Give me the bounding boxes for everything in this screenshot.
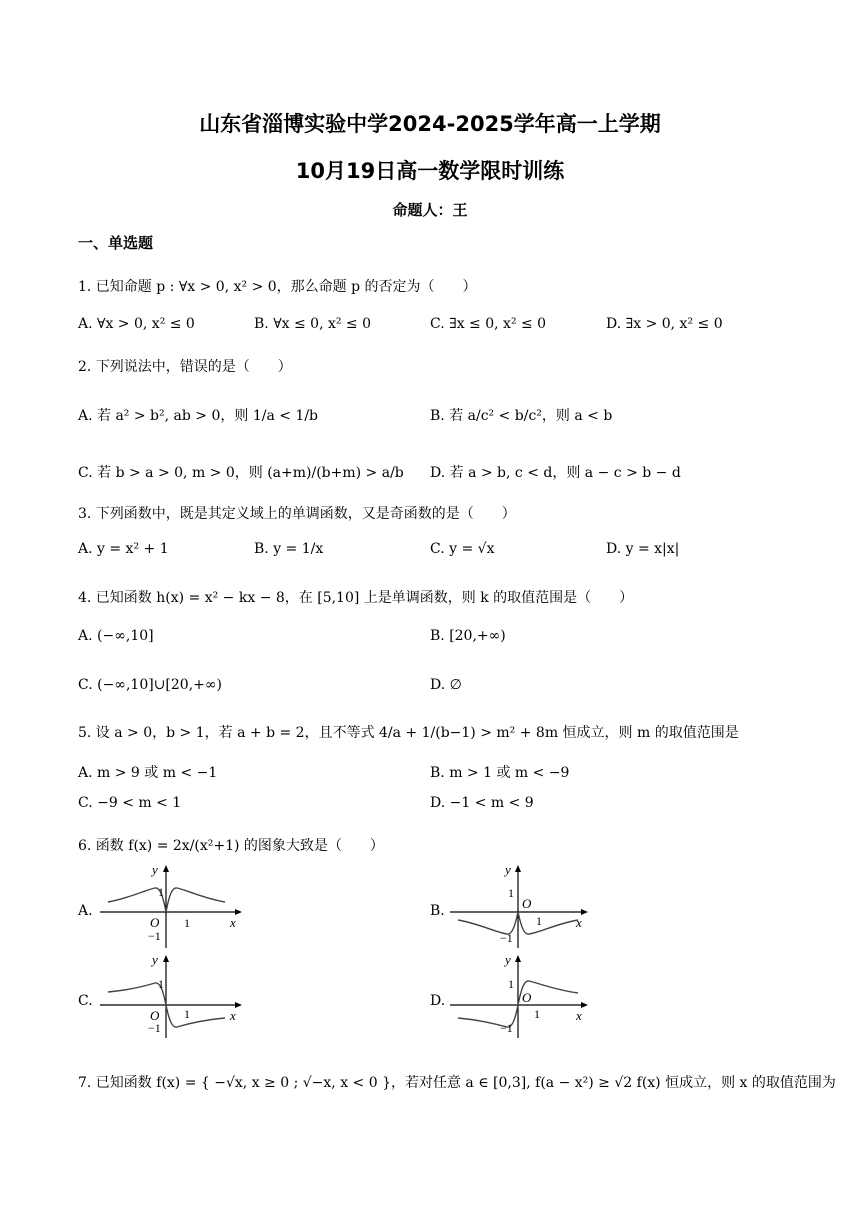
question-3-option-d: D. y = x|x|	[606, 541, 680, 557]
graph-a-neg-one-label: −1	[148, 929, 161, 943]
graph-c-neg-one-label: −1	[148, 1021, 161, 1035]
graph-d-origin-label: O	[522, 990, 532, 1005]
graph-d	[450, 950, 600, 1040]
graph-a-y-label: y	[152, 862, 158, 877]
graph-c-one-label: 1	[158, 977, 164, 991]
graph-b-one-label: 1	[508, 886, 514, 900]
question-2-option-a: A. 若 a² > b², ab > 0，则 1/a < 1/b	[78, 408, 319, 424]
question-3-option-a: A. y = x² + 1	[78, 541, 169, 557]
graph-d-x-label: x	[576, 1008, 582, 1023]
question-5-stem: 5. 设 a > 0，b > 1，若 a + b = 2，且不等式 4/a + 1/(b−1) > m² + 8m 恒成立，则 m 的取值范围是	[78, 725, 739, 741]
question-3-option-b: B. y = 1/x	[254, 541, 324, 557]
question-5-option-d: D. −1 < m < 9	[430, 795, 534, 811]
question-1-option-a: A. ∀x > 0, x² ≤ 0	[78, 316, 195, 332]
question-2-option-b: B. 若 a/c² < b/c²，则 a < b	[430, 408, 613, 424]
question-5-option-a: A. m > 9 或 m < −1	[78, 765, 218, 781]
graph-c-x-label: x	[230, 1008, 236, 1023]
question-1-option-d: D. ∃x > 0, x² ≤ 0	[606, 316, 723, 332]
graph-b-neg-one-label: −1	[500, 931, 513, 945]
graph-a-x-label: x	[230, 915, 236, 930]
question-6-option-b: B.	[430, 903, 445, 919]
question-6-stem: 6. 函数 f(x) = 2x/(x²+1) 的图象大致是（ ）	[78, 838, 384, 854]
graph-b	[450, 860, 600, 950]
graph-d-neg-one-label: −1	[500, 1021, 513, 1035]
question-6-option-c: C.	[78, 993, 93, 1009]
question-3-stem: 3. 下列函数中，既是其定义域上的单调函数，又是奇函数的是（ ）	[78, 506, 516, 522]
graph-c-origin-label: O	[150, 1008, 160, 1023]
question-2-stem: 2. 下列说法中，错误的是（ ）	[78, 359, 292, 375]
question-4-stem: 4. 已知函数 h(x) = x² − kx − 8，在 [5,10] 上是单调函数，则 k 的取值范围是（ ）	[78, 590, 634, 606]
graph-a	[100, 860, 250, 950]
graph-c	[100, 950, 250, 1040]
graph-d-x-one-label: 1	[534, 1007, 540, 1021]
question-1-stem: 1. 已知命题 p : ∀x > 0, x² > 0，那么命题 p 的否定为（ ）	[78, 279, 477, 295]
question-5-option-c: C. −9 < m < 1	[78, 795, 182, 811]
graph-b-origin-label: O	[522, 896, 532, 911]
question-1-option-b: B. ∀x ≤ 0, x² ≤ 0	[254, 316, 372, 332]
graph-b-y-label: y	[505, 862, 511, 877]
question-4-option-a: A. (−∞,10]	[78, 628, 154, 644]
question-2-option-c: C. 若 b > a > 0, m > 0，则 (a+m)/(b+m) > a/b	[78, 465, 404, 481]
question-1-option-c: C. ∃x ≤ 0, x² ≤ 0	[430, 316, 547, 332]
graph-d-one-label: 1	[508, 977, 514, 991]
question-4-option-c: C. (−∞,10]∪[20,+∞)	[78, 677, 223, 693]
question-7-stem: 7. 已知函数 f(x) = { −√x, x ≥ 0 ; √−x, x < 0 }，若对任意 a ∈ [0,3], f(a − x²) ≥ √2 f(x) 恒成立，则 x 的取值范围为	[78, 1075, 836, 1091]
question-4-option-d: D. ∅	[430, 677, 462, 693]
question-6-option-d: D.	[430, 993, 446, 1009]
author-line: 命题人：王	[392, 201, 468, 219]
question-6-option-a: A.	[78, 903, 93, 919]
graph-a-origin-label: O	[150, 915, 160, 930]
graph-b-x-one-label: 1	[536, 914, 542, 928]
graph-c-x-one-label: 1	[184, 1007, 190, 1021]
question-5-option-b: B. m > 1 或 m < −9	[430, 765, 570, 781]
question-2-option-d: D. 若 a > b, c < d，则 a − c > b − d	[430, 465, 681, 481]
graph-b-x-label: x	[576, 915, 582, 930]
page-title: 山东省淄博实验中学2024-2025学年高一上学期	[199, 112, 661, 136]
graph-c-y-label: y	[152, 952, 158, 967]
graph-d-y-label: y	[505, 952, 511, 967]
question-4-option-b: B. [20,+∞)	[430, 628, 506, 644]
section-title: 一、单选题	[78, 234, 154, 252]
question-3-option-c: C. y = √x	[430, 541, 495, 557]
graph-a-x-one-label: 1	[184, 916, 190, 930]
graph-a-one-label: 1	[158, 885, 164, 899]
page-subtitle: 10月19日高一数学限时训练	[295, 159, 565, 183]
